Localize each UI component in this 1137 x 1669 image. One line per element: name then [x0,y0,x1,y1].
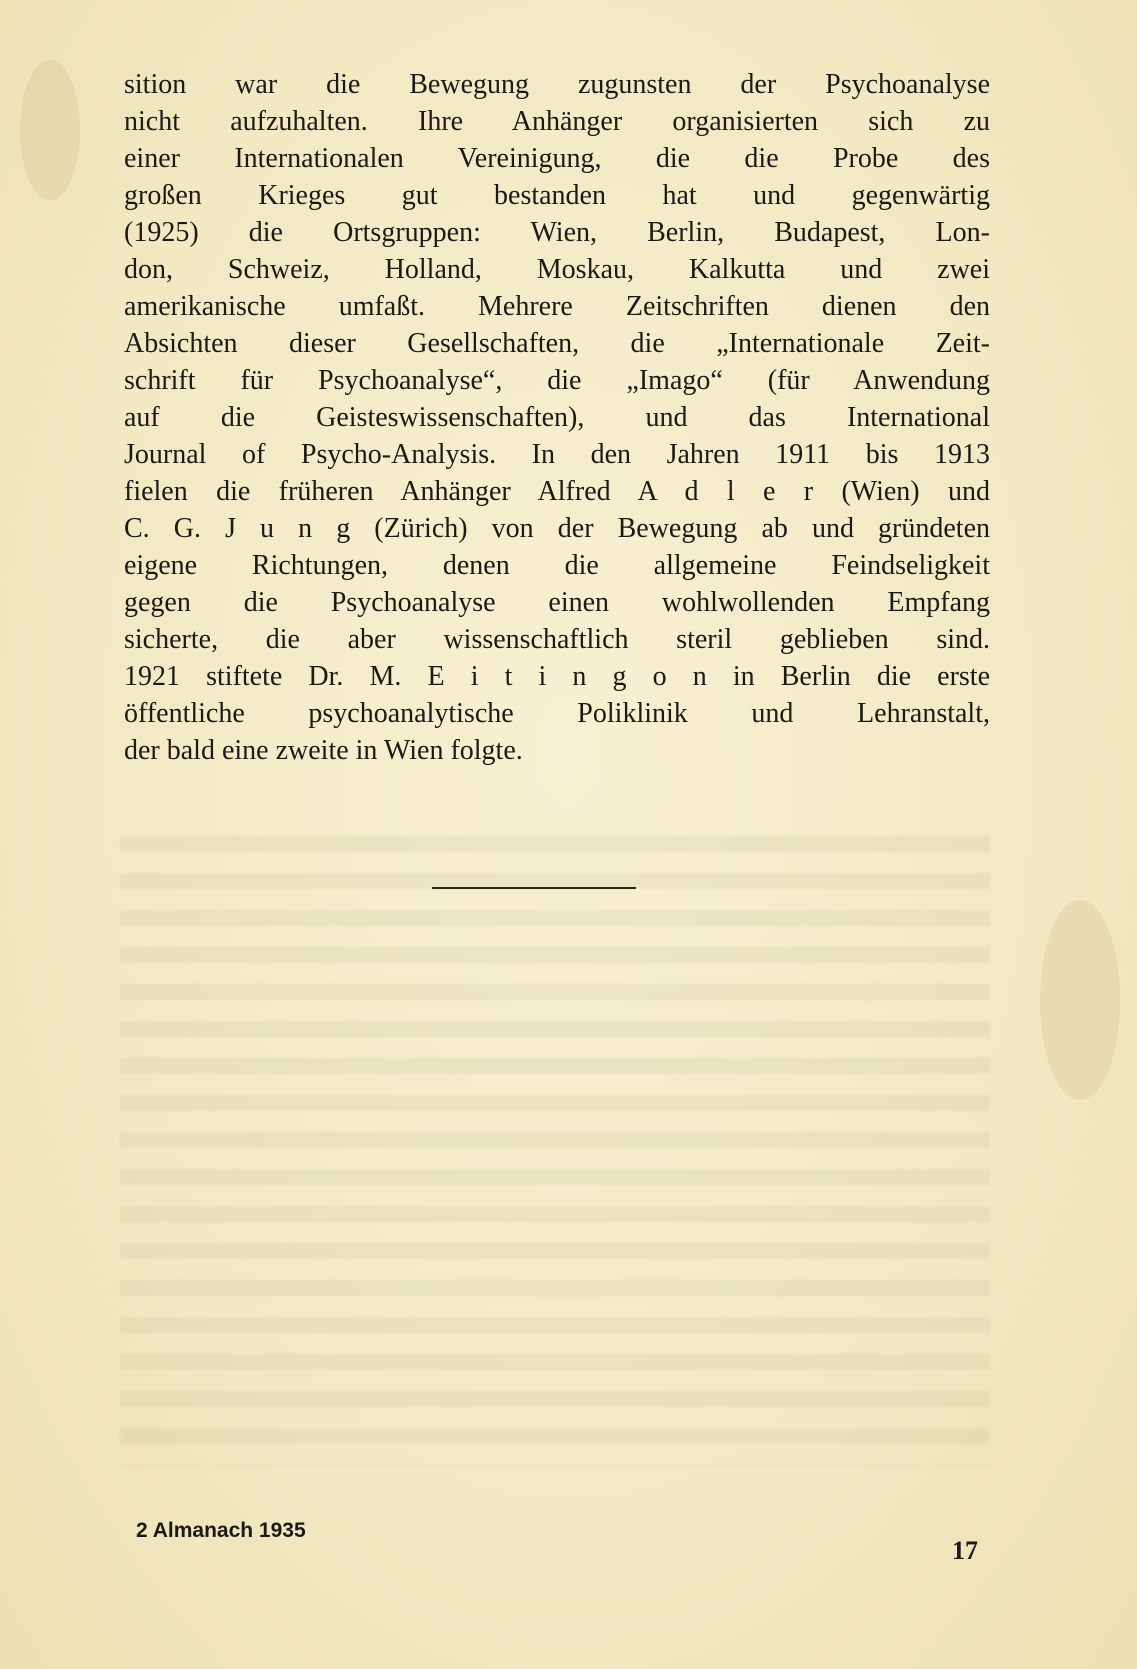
text-line: auf die Geisteswissenschaften), und das International [124,402,990,433]
text-line: großen Krieges gut bestanden hat und gegenwärtig [124,180,990,211]
paper-stain [1040,900,1120,1100]
page-number: 17 [952,1536,978,1565]
text-line: einer Internationalen Vereinigung, die die Probe des [124,143,990,174]
text-line: eigene Richtungen, denen die allgemeine Feindseligkeit [124,550,990,581]
text-line: Absichten dieser Gesellschaften, die „Internationale Zeit- [124,328,990,359]
text-line: gegen die Psychoanalyse einen wohlwollenden Empfang [124,587,990,618]
section-divider [432,887,636,889]
text-line: schrift für Psychoanalyse“, die „Imago“ (für Anwendung [124,365,990,396]
show-through-text [120,826,990,1466]
text-line: Journal of Psycho-Analysis. In den Jahren 1911 bis 1913 [124,439,990,470]
text-line: C. G. J u n g (Zürich) von der Bewegung ab und gründeten [124,513,990,544]
paper-stain [20,60,80,200]
text-line: sicherte, die aber wissenschaftlich steril geblieben sind. [124,624,990,655]
text-line: nicht aufzuhalten. Ihre Anhänger organisierten sich zu [124,106,990,137]
text-line: 1921 stiftete Dr. M. E i t i n g o n in Berlin die erste [124,661,990,692]
footer-signature: 2 Almanach 1935 [136,1519,306,1542]
text-line: sition war die Bewegung zugunsten der Psychoanalyse [124,69,990,100]
text-line: (1925) die Ortsgruppen: Wien, Berlin, Budapest, Lon- [124,217,990,248]
body-paragraph [124,66,990,769]
text-line: amerikanische umfaßt. Mehrere Zeitschriften dienen den [124,291,990,322]
text-line: der bald eine zweite in Wien folgte. [124,735,523,766]
text-line: öffentliche psychoanalytische Poliklinik und Lehranstalt, [124,698,990,729]
text-line: don, Schweiz, Holland, Moskau, Kalkutta und zwei [124,254,990,285]
text-line: fielen die früheren Anhänger Alfred A d l e r (Wien) und [124,476,990,507]
